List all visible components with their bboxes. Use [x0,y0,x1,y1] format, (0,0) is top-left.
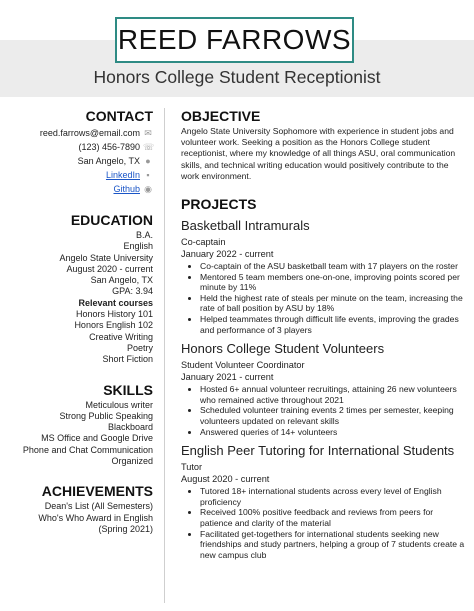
achievements-title: ACHIEVEMENTS [41,483,153,500]
achievement-item: Dean's List (All Semesters) [44,501,153,512]
objective-text: Angelo State University Sophomore with experience in student jobs and volunteer work. Seeking a position as the Honors College student receptionist, where my knowledge of all things ASU, oral communication skills, and technical writing education would positively contribute to the work environment. [181,126,456,181]
skill-item: Phone and Chat Communication [22,444,153,455]
bullet-item: • Facilitated get-togethers for international students seeking new friendships and study partners, helping a group of 7 students create a new campus club [200,529,466,561]
education-dates: August 2020 - current [66,263,153,274]
contact-phone [0,140,153,154]
job-title: Honors College Student Receptionist [93,67,381,87]
skill-item: Meticulous writer [85,399,153,410]
right-column [181,108,466,560]
project-role: Student Volunteer Coordinator [181,360,305,371]
achievement-item: (Spring 2021) [98,523,153,534]
project-item [181,341,466,437]
github-link[interactable]: Github [113,184,140,194]
skill-item: MS Office and Google Drive [41,433,153,444]
course-item: Creative Writing [89,331,153,342]
contact-email [0,126,153,140]
bullet-item: • Scheduled volunteer training events 2 times per semester, keeping volunteers updated on relevant skills [200,405,466,426]
project-bullets [181,261,466,335]
project-item [181,218,466,335]
contact-title: CONTACT [85,108,153,124]
contact-github[interactable] [0,182,153,196]
education-school: Angelo State University [59,252,153,263]
bullet-item: • Held the highest rate of steals per minute on the team, increasing the rate of ball position by ASU by 18% [200,293,466,314]
project-title: English Peer Tutoring for International Students [181,443,455,459]
map-pin-icon: ● [145,156,151,166]
linkedin-link[interactable]: LinkedIn [105,170,140,180]
education-degree: B.A. [135,230,153,240]
project-title: Basketball Intramurals [181,218,310,234]
project-role: Tutor [181,462,203,473]
project-dates: August 2020 - current [181,474,270,485]
candidate-name: REED FARROWS [117,24,352,55]
education-location: San Angelo, TX [90,275,153,286]
project-title: Honors College Student Volunteers [181,341,385,357]
project-item [181,443,466,560]
achievements-block [0,501,153,535]
project-bullets [181,384,466,437]
education-gpa: GPA: 3.94 [112,286,153,297]
project-role: Co-captain [181,237,226,248]
bullet-item: • Helped teammates through difficult life events, improving the grades and performance of 3 players [200,314,466,335]
bullet-item: • Hosted 6+ annual volunteer recruitings, attaining 26 new volunteers who remained active throughout 2021 [200,384,466,405]
project-bullets [181,486,466,560]
column-divider [164,108,165,603]
skill-item: Organized [111,456,153,467]
education-major: English [123,241,153,252]
bullet-item: • Tutored 18+ international students across every level of English proficiency [200,486,466,507]
location-text: San Angelo, TX [77,156,140,166]
left-column [0,108,153,535]
courses-label: Relevant courses [78,297,153,308]
projects-title: PROJECTS [181,196,257,213]
envelope-icon: ✉ [144,128,152,138]
phone-icon: ☏ [143,142,155,152]
bullet-item: • Mentored 5 team members one-on-one, improving points scored per minute by 11% [200,272,466,293]
bullet-item: • Co-captain of the ASU basketball team with 17 players on the roster [200,261,466,272]
contact-location [0,154,153,168]
education-block [0,230,153,366]
course-item: Honors English 102 [74,320,153,331]
bullet-item: • Received 100% positive feedback and reviews from peers for patience and clarity of the material [200,507,466,528]
course-item: Honors History 101 [75,309,153,320]
course-item: Poetry [126,342,153,353]
phone-text: (123) 456-7890 [78,142,140,152]
project-dates: January 2021 - current [181,372,274,383]
project-dates: January 2022 - current [181,249,274,260]
email-text: reed.farrows@email.com [39,128,140,138]
skills-block [0,400,153,468]
contact-linkedin[interactable] [0,168,153,182]
achievement-item: Who's Who Award in English [38,512,153,523]
course-item: Short Fiction [102,354,153,365]
bullet-item: • Answered queries of 14+ volunteers [200,427,466,438]
skills-title: SKILLS [103,381,153,398]
linkedin-icon: ▪ [146,170,150,180]
education-title: EDUCATION [70,212,153,228]
skill-item: Blackboard [107,422,153,433]
github-icon: ◉ [144,184,152,194]
skill-item: Strong Public Speaking [59,410,153,421]
objective-title: OBJECTIVE [181,108,261,124]
name-box [115,17,354,63]
